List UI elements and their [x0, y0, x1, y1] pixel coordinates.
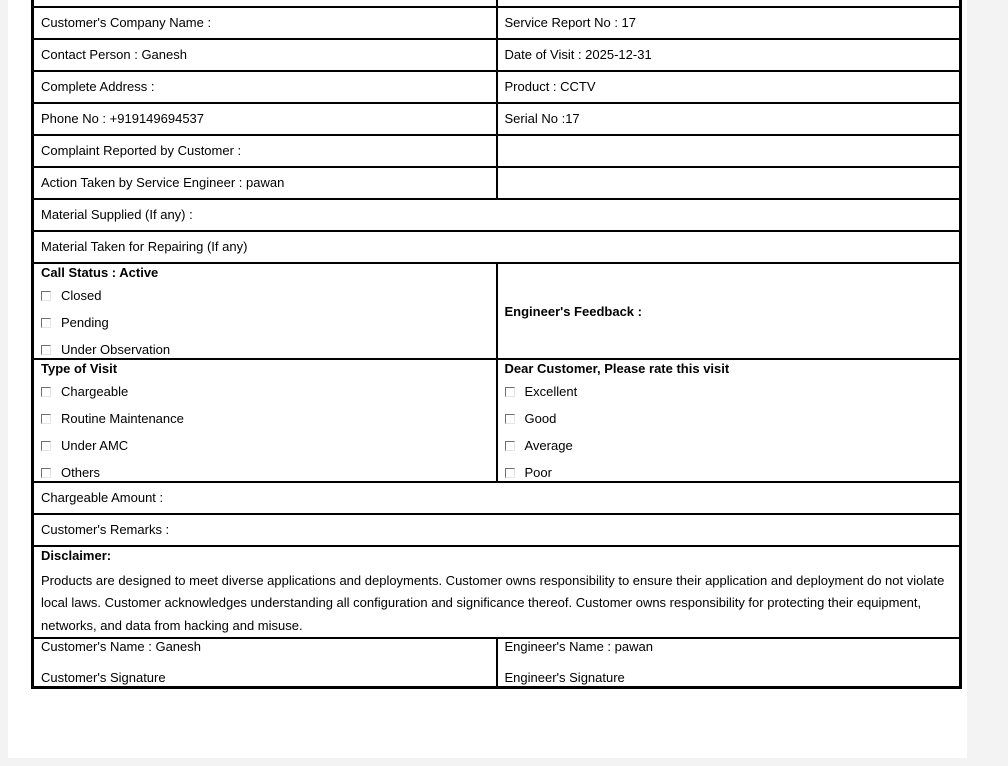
- checkbox-average[interactable]: [505, 441, 515, 451]
- customer-signature-label: Customer's Signature: [41, 670, 166, 686]
- customer-company-name-cell: Customer's Company Name :: [33, 7, 497, 39]
- option-others: [41, 465, 489, 481]
- customer-rating-cell: [497, 359, 961, 482]
- option-pending: [41, 315, 489, 331]
- phone-no-cell: Phone No : +919149694537: [33, 103, 497, 135]
- date-of-visit-cell: Date of Visit : 2025-12-31: [497, 39, 961, 71]
- option-under-observation: [41, 342, 489, 358]
- table-row: [33, 103, 961, 135]
- empty-cell: [497, 0, 961, 7]
- customer-remarks-cell: Customer's Remarks :: [33, 514, 961, 546]
- table-row: [33, 514, 961, 546]
- option-closed: [41, 288, 489, 304]
- option-label-under-observation: Under Observation: [61, 342, 171, 357]
- table-row-type-of-visit: [33, 359, 961, 482]
- table-row: [33, 7, 961, 39]
- service-report-no-cell: Service Report No : 17: [497, 7, 961, 39]
- option-good: [505, 411, 953, 427]
- option-average: [505, 438, 953, 454]
- action-taken-cell: Action Taken by Service Engineer : pawan: [33, 167, 497, 199]
- material-taken-cell: Material Taken for Repairing (If any): [33, 231, 961, 263]
- customer-signature-cell: [33, 638, 497, 688]
- call-status-cell: [33, 263, 497, 359]
- customer-rating-options: [505, 384, 953, 481]
- checkbox-routine-maintenance[interactable]: [41, 414, 51, 424]
- table-row: [33, 482, 961, 514]
- chargeable-amount-cell: Chargeable Amount :: [33, 482, 961, 514]
- serial-no-cell: Serial No :17: [497, 103, 961, 135]
- option-label-chargeable: Chargeable: [61, 384, 129, 399]
- type-of-visit-title: Type of Visit: [41, 361, 118, 376]
- table-row: [33, 39, 961, 71]
- option-label-excellent: Excellent: [524, 384, 578, 399]
- option-poor: [505, 465, 953, 481]
- table-row-call-status: [33, 263, 961, 359]
- engineer-name-label: Engineer's Name : pawan: [504, 639, 653, 655]
- option-label-others: Others: [61, 465, 101, 480]
- disclaimer-cell: [33, 546, 961, 638]
- contact-person-cell: Contact Person : Ganesh: [33, 39, 497, 71]
- engineer-feedback-cell: [497, 263, 961, 359]
- empty-cell: [33, 0, 497, 7]
- complaint-value-cell: [497, 135, 961, 167]
- complaint-reported-cell: Complaint Reported by Customer :: [33, 135, 497, 167]
- checkbox-chargeable[interactable]: [41, 387, 51, 397]
- call-status-title: Call Status : Active: [41, 265, 159, 280]
- customer-rating-title: Dear Customer, Please rate this visit: [504, 361, 730, 376]
- option-chargeable: [41, 384, 489, 400]
- checkbox-good[interactable]: [505, 414, 515, 424]
- table-row-signatures: [33, 638, 961, 688]
- option-label-closed: Closed: [61, 288, 102, 303]
- engineer-signature-cell: [497, 638, 961, 688]
- type-of-visit-options: [41, 384, 489, 481]
- disclaimer-title: Disclaimer:: [41, 548, 112, 563]
- engineer-signature-label: Engineer's Signature: [504, 670, 625, 686]
- table-row: [33, 71, 961, 103]
- action-value-cell: [497, 167, 961, 199]
- checkbox-under-amc[interactable]: [41, 441, 51, 451]
- option-under-amc: [41, 438, 489, 454]
- table-row: [33, 199, 961, 231]
- checkbox-under-observation[interactable]: [41, 345, 51, 355]
- table-row-cutoff: [33, 0, 961, 7]
- option-label-good: Good: [524, 411, 557, 426]
- disclaimer-body: Products are designed to meet diverse applications and deployments. Customer owns responsibility to ensure their application and deployment do not violate local laws. Customer acknowledges understanding all configuration and significance thereof. Customer owns responsibility for protecting their equipment, networks, and data from hacking and misuse.: [41, 573, 945, 633]
- option-label-under-amc: Under AMC: [61, 438, 129, 453]
- checkbox-poor[interactable]: [505, 468, 515, 478]
- checkbox-pending[interactable]: [41, 318, 51, 328]
- option-label-pending: Pending: [61, 315, 109, 330]
- table-row: [33, 231, 961, 263]
- report-page: [8, 0, 967, 758]
- customer-name-label: Customer's Name : Ganesh: [41, 639, 201, 655]
- table-row: [33, 167, 961, 199]
- option-label-average: Average: [524, 438, 573, 453]
- type-of-visit-cell: [33, 359, 497, 482]
- option-label-routine-maintenance: Routine Maintenance: [61, 411, 184, 426]
- service-report-table: [31, 0, 962, 689]
- checkbox-excellent[interactable]: [505, 387, 515, 397]
- material-supplied-cell: Material Supplied (If any) :: [33, 199, 961, 231]
- table-row-disclaimer: [33, 546, 961, 638]
- complete-address-cell: Complete Address :: [33, 71, 497, 103]
- checkbox-closed[interactable]: [41, 291, 51, 301]
- checkbox-others[interactable]: [41, 468, 51, 478]
- option-label-poor: Poor: [524, 465, 552, 480]
- option-excellent: [505, 384, 953, 400]
- option-routine-maintenance: [41, 411, 489, 427]
- engineer-feedback-title: Engineer's Feedback :: [504, 303, 642, 319]
- product-cell: Product : CCTV: [497, 71, 961, 103]
- table-row: [33, 135, 961, 167]
- call-status-options: [41, 288, 489, 358]
